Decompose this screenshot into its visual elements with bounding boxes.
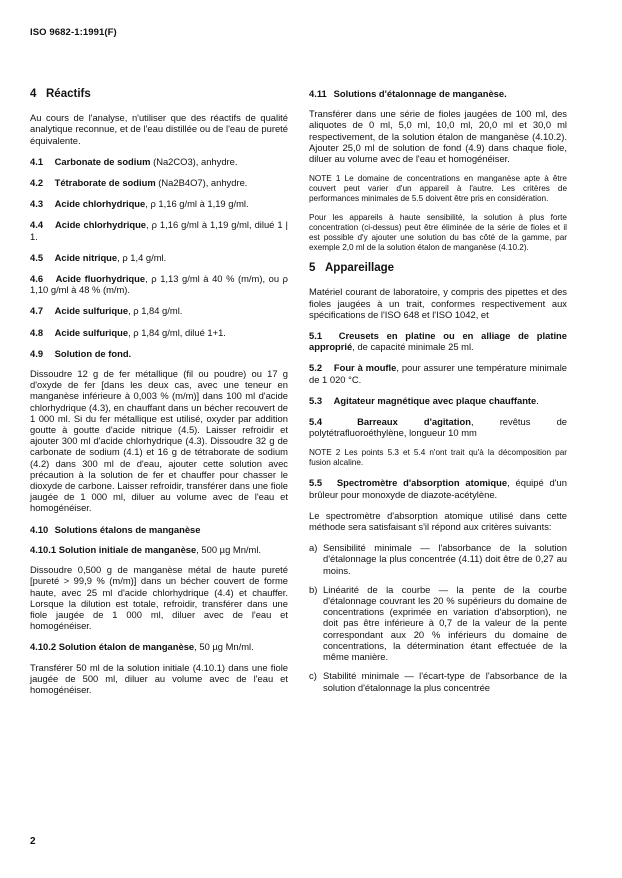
clause-text: , ρ 1,16 g/ml à 1,19 g/ml, dilué 1 | 1. — [30, 219, 288, 242]
left-column — [30, 83, 288, 705]
clause-4-7 — [30, 305, 288, 316]
clause-4-9-heading — [30, 348, 288, 359]
criterion-label: c) — [309, 670, 317, 682]
clause-5-1 — [309, 330, 567, 352]
criterion-label: a) — [309, 542, 318, 554]
right-column — [309, 88, 567, 701]
clause-text: (Na2B4O7), anhydre. — [158, 177, 248, 189]
clause-text: , pour assurer une température minimale de 1 020 °C. — [309, 362, 568, 385]
clause-title: Agitateur magnétique avec plaque chauffante — [333, 394, 537, 406]
clause-text: (Na2CO3), anhydre. — [153, 155, 238, 167]
clause-text: , équipé d'un brûleur pour monoxyde de diazote-acétylène. — [309, 477, 567, 500]
clause-4-10-2-text: Transférer 50 ml de la solution initiale (4.10.1) dans une fiole jaugée de 500 ml, diluer au volume avec de l'eau et homogénéiser. — [30, 661, 288, 695]
clause-number: 4.2 — [30, 177, 44, 189]
clause-5-5-para: Le spectromètre d'absorption atomique utilisé dans cette méthode sera satisfaisant s'il répond aux critères suivants: — [309, 509, 567, 533]
clause-title: Solutions étalons de manganèse — [54, 523, 201, 535]
criterion-title: Linéarité de la courbe — [323, 583, 431, 595]
criterion-body: — la pente de la courbe d'étalonnage couvrant les 20 % supérieurs du domaine de concentrations (exprimée en variation d'absorption), ne doit pas être inférieure à 0,7 de la valeur de la pente correspondant aux 20 % inférieurs du domaine de concentrations, la détermination étant effectuée de la même manière. — [323, 583, 567, 663]
clause-number: 4.8 — [30, 326, 44, 338]
clause-text: , ρ 1,13 g/ml à 40 % (m/m), ou ρ 1,10 g/ml à 48 % (m/m). — [30, 273, 288, 296]
clause-4-10-2-heading — [30, 641, 288, 652]
clause-unit: , 500 µg Mn/ml. — [196, 543, 262, 555]
clause-text: , ρ 1,16 g/ml à 1,19 g/ml. — [145, 198, 249, 210]
clause-title: Acide nitrique — [54, 251, 118, 263]
clause-title: Solution de fond. — [54, 347, 132, 359]
clause-5-3 — [309, 395, 567, 406]
clause-text: , ρ 1,4 g/ml. — [117, 251, 167, 263]
section-5-intro: Matériel courant de laboratoire, y compris des pipettes et des fioles jaugées à un trait, conformes respectivement aux spécifications de l'ISO 648 et l'ISO 1042, et — [309, 286, 567, 320]
clause-4-1 — [30, 156, 288, 167]
clause-number: 4.9 — [30, 347, 44, 359]
clause-4-9-text: Dissoudre 12 g de fer métallique (fil ou poudre) ou 17 g d'oxyde de fer [dans les deux cas, avec une teneur en manganèse inférieure à 0,003 % (m/m)] dans 100 ml d'acide chlorhydrique (4.3), en chauffant dans un bécher recouvert de 1 000 ml. Si du fer métallique est utilisé, oxyder par addition goutte à goutte d'acide nitrique (4.5). Laisser refroidir et ajouter 300 ml d'acide chlorhydrique (4.3). Dissoudre 32 g de carbonate de sodium (4.1) et 16 g de tétraborate de sodium (4.2) dans 300 ml de d'eau, ajouter cette solution avec précaution à la solution de fer et chauffer pour chasser le dioxyde de carbone. Laisser refroidir, transférer dans une fiole jaugée de 1 000 ml, diluer au volume avec de l'eau et homogénéiser. — [30, 368, 288, 514]
criterion-title: Sensibilité minimale — [323, 542, 412, 554]
clause-text: , ρ 1,84 g/ml. — [128, 305, 183, 317]
clause-title: Solution initiale de manganèse — [58, 543, 197, 555]
clause-text: , ρ 1,84 g/ml, dilué 1+1. — [128, 326, 226, 338]
clause-title: Acide chlorhydrique — [54, 198, 146, 210]
clause-5-4 — [309, 416, 567, 438]
section-number: 4 — [30, 88, 37, 100]
clause-4-2 — [30, 177, 288, 188]
section-number: 5 — [309, 262, 316, 275]
criterion-a — [309, 542, 567, 576]
clause-title: Acide fluorhydrique — [55, 273, 146, 285]
page-number: 2 — [30, 836, 36, 847]
clause-title: Solutions d'étalonnage de manganèse. — [333, 88, 507, 99]
clause-number: 4.10.1 — [30, 543, 57, 555]
clause-number: 4.3 — [30, 198, 44, 210]
criterion-label: b) — [309, 583, 318, 595]
criterion-text — [323, 670, 567, 692]
clause-unit: , 50 µg Mn/ml. — [194, 641, 254, 653]
clause-5-2 — [309, 362, 567, 384]
clause-text: , de capacité minimale 25 ml. — [352, 341, 474, 353]
clause-4-5 — [30, 252, 288, 263]
clause-text: , revêtus de polytétrafluoroéthylène, longueur 10 mm — [309, 416, 567, 439]
clause-number: 5.4 — [309, 416, 323, 428]
section-4-intro: Au cours de l'analyse, n'utiliser que des réactifs de qualité analytique reconnue, et de l'eau distillée ou de l'eau de pureté équivalente. — [30, 112, 288, 146]
clause-title: Four à moufle — [333, 362, 397, 374]
criterion-c — [309, 670, 567, 692]
criterion-body: — l'écart-type de l'absorbance de la solution d'étalonnage la plus concentrée — [323, 670, 567, 693]
clause-number: 5.1 — [309, 330, 323, 342]
clause-title: Acide sulfurique — [54, 305, 129, 317]
clause-4-3 — [30, 198, 288, 209]
note-1: NOTE 1 Le domaine de concentrations en manganèse apte à être couvert peut varier d'un appareil à l'autre. Les critères de performances minimales de 5.5 doivent être pris en considération. — [309, 174, 567, 204]
clause-4-4 — [30, 219, 288, 241]
clause-title: Spectromètre d'absorption atomique — [336, 477, 508, 489]
clause-number: 4.7 — [30, 305, 44, 317]
clause-title: Acide sulfurique — [54, 326, 129, 338]
clause-title: Solution étalon de manganèse — [58, 641, 195, 653]
clause-number: 5.3 — [309, 394, 323, 406]
section-5-heading — [309, 263, 567, 274]
clause-4-10-1-heading — [30, 544, 288, 555]
clause-4-6 — [30, 273, 288, 295]
clause-title: Acide chlorhydrique — [54, 219, 147, 231]
criterion-title: Stabilité minimale — [323, 670, 400, 682]
clause-number: 4.5 — [30, 251, 44, 263]
clause-number: 5.5 — [309, 477, 323, 489]
clause-title: Creusets en platine ou en alliage de platine approprié — [309, 330, 567, 353]
criterion-b — [309, 584, 567, 662]
document-header: ISO 9682-1:1991(F) — [30, 27, 117, 38]
section-4-heading — [30, 89, 288, 100]
clause-4-10-1-text: Dissoudre 0,500 g de manganèse métal de haute pureté [pureté > 99,9 % (m/m)] dans un bécher couvert de forme haute, avec 25 ml d'acide chlorhydrique (4.4) et chauffer. Lorsque la dilution est totale, refroidir, transférer dans une fiole jaugée de 1 000 ml, diluer avec de l'eau et homogénéiser. — [30, 564, 288, 632]
clause-title: Carbonate de sodium — [54, 155, 151, 167]
clause-4-11-text: Transférer dans une série de fioles jaugées de 100 ml, des aliquotes de 0 ml, 5,0 ml, 10,0 ml, 20,0 ml et 30,0 ml respectivement, de la solution étalon de manganèse (4.10.2). Ajouter 25,0 ml de solution de fond (4.9) dans chaque fiole, diluer au volume avec de l'eau et homogénéiser. — [309, 108, 567, 165]
section-title: Réactifs — [46, 88, 91, 100]
section-title: Appareillage — [325, 262, 395, 275]
clause-number: 4.10 — [30, 523, 49, 535]
clause-4-10-heading — [30, 524, 288, 535]
clause-title: Tétraborate de sodium — [54, 177, 156, 189]
clause-4-11-heading — [309, 88, 567, 99]
criterion-text — [323, 584, 567, 662]
clause-number: 4.4 — [30, 219, 44, 231]
clause-number: 4.1 — [30, 155, 44, 167]
note-1-continued: Pour les appareils à haute sensibilité, la solution à plus forte concentration (ci-dessus) peut être éliminée de la série de fioles et il est possible d'y ajouter une solution du bas côté de la gamme, par exemple 2,0 ml de la solution étalon de manganèse (4.10.2). — [309, 213, 567, 253]
criterion-body: — l'absorbance de la solution d'étalonnage la plus concentrée (4.11) doit être de 0,27 au moins. — [323, 542, 567, 576]
clause-text: . — [536, 394, 539, 406]
clause-number: 4.11 — [309, 88, 327, 99]
clause-number: 4.10.2 — [30, 641, 57, 653]
criterion-text — [323, 542, 567, 576]
clause-4-8 — [30, 327, 288, 338]
clause-number: 4.6 — [30, 273, 44, 285]
clause-number: 5.2 — [309, 362, 323, 374]
note-2: NOTE 2 Les points 5.3 et 5.4 n'ont trait qu'à la décomposition par fusion alcaline. — [309, 448, 567, 468]
clause-title: Barreaux d'agitation — [357, 416, 471, 428]
clause-5-5 — [309, 477, 567, 499]
